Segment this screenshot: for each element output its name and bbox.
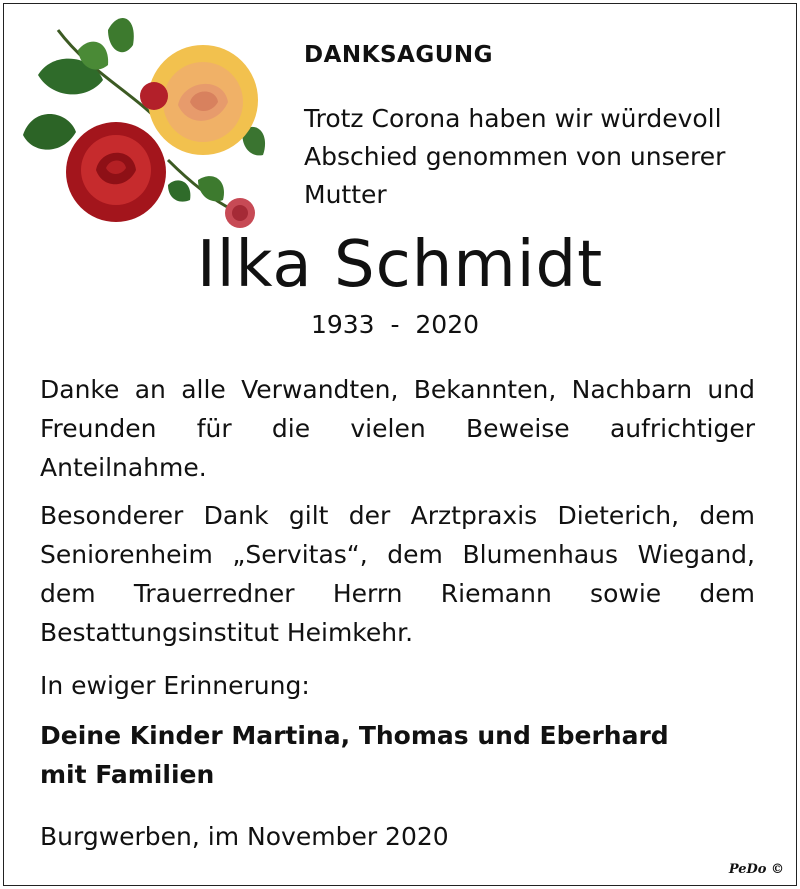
- memory-line: In ewiger Erinnerung:: [40, 671, 310, 700]
- thanks-paragraph: Danke an alle Verwandten, Bekannten, Nachbarn und Freunden für die vielen Beweise aufrichtiger Anteilnahme.: [40, 375, 755, 482]
- signature-block: [40, 716, 755, 794]
- special-thanks-paragraph: Besonderer Dank gilt der Arztpraxis Dieterich, dem Seniorenheim „Servitas“, dem Blumenhaus Wiegand, dem Trauerredner Herrn Riemann sowie dem Bestattungsinstitut Heimkehr.: [40, 501, 755, 647]
- signature-line: Deine Kinder Martina, Thomas und Eberhard: [40, 721, 669, 750]
- intro-text: [304, 100, 784, 214]
- notice-heading: DANKSAGUNG: [304, 42, 494, 68]
- intro-line: Abschied genommen von unserer: [304, 142, 726, 171]
- intro-line: Trotz Corona haben wir würdevoll: [304, 104, 722, 133]
- copyright-mark: PeDo ©: [728, 862, 784, 877]
- signature-line: mit Familien: [40, 760, 215, 789]
- deceased-name: Ilka Schmidt: [196, 228, 604, 302]
- roses-image: [18, 10, 273, 232]
- life-years: 1933 - 2020: [310, 310, 480, 339]
- place-date: Burgwerben, im November 2020: [40, 822, 449, 851]
- intro-line: Mutter: [304, 180, 387, 209]
